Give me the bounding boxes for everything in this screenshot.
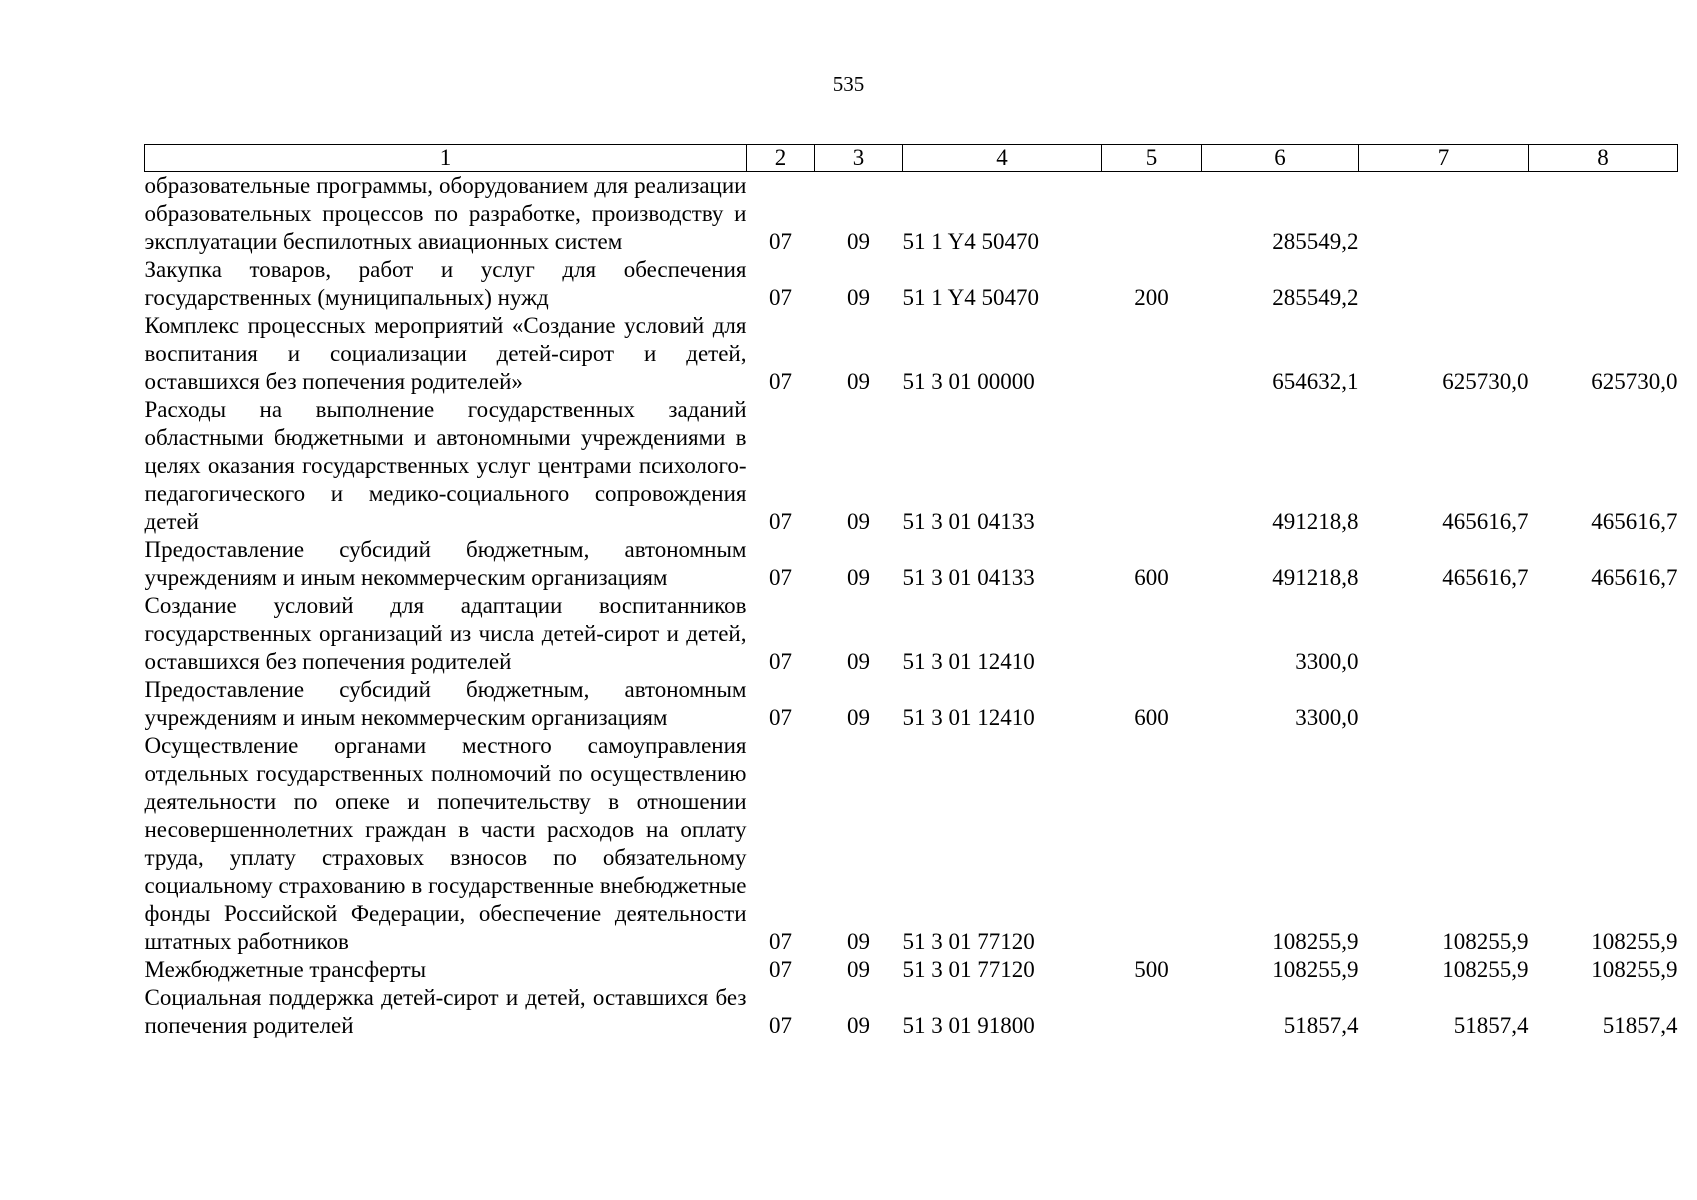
column-header-7: 7	[1359, 145, 1529, 172]
target-article-code: 51 1 Y4 50470	[902, 229, 1040, 254]
row-description: Межбюджетные трансферты	[144, 957, 427, 982]
row-description: Социальная поддержка детей-сирот и детей, оставшихся без попечения родителей	[144, 985, 747, 1038]
expense-type-code	[1102, 396, 1202, 536]
header-row	[145, 145, 1678, 172]
amount-col-6: 3300,0	[1295, 649, 1359, 674]
amount-col-7: 465616,7	[1442, 565, 1529, 590]
section-code: 07	[769, 957, 792, 982]
section-code: 07	[769, 565, 792, 590]
expense-type-code	[1102, 312, 1202, 396]
subsection-code: 09	[847, 285, 870, 310]
target-article-code: 51 3 01 12410	[902, 649, 1035, 674]
target-article-code: 51 3 01 04133	[902, 509, 1035, 534]
row-description: Предоставление субсидий бюджетным, автономным учреждениям и иным некоммерческим организациям	[144, 677, 747, 730]
row-description: Создание условий для адаптации воспитанников государственных организаций из числа детей-сирот и детей, оставшихся без попечения родителей	[144, 593, 747, 674]
row-description: Расходы на выполнение государственных заданий областными бюджетными и автономными учреждениями в целях оказания государственных услуг центрами психолого-педагогического и медико-социального сопровождения детей	[144, 397, 747, 534]
table-row	[145, 592, 1678, 676]
amount-col-7: 108255,9	[1442, 957, 1529, 982]
expense-type-code: 500	[1134, 957, 1169, 982]
section-code: 07	[769, 1013, 792, 1038]
table-row	[145, 536, 1678, 592]
budget-table	[144, 144, 1678, 1040]
row-description: Комплекс процессных мероприятий «Создание условий для воспитания и социализации детей-сирот и детей, оставшихся без попечения родителей»	[144, 313, 747, 394]
table-row	[145, 956, 1678, 984]
expense-type-code: 600	[1134, 565, 1169, 590]
amount-col-6: 491218,8	[1272, 509, 1359, 534]
amount-col-6: 108255,9	[1272, 929, 1359, 954]
section-code: 07	[769, 705, 792, 730]
section-code: 07	[769, 929, 792, 954]
amount-col-7: 625730,0	[1442, 369, 1529, 394]
table-row	[145, 172, 1678, 257]
amount-col-6: 491218,8	[1272, 565, 1359, 590]
target-article-code: 51 3 01 04133	[902, 565, 1035, 590]
section-code: 07	[769, 509, 792, 534]
expense-type-code: 200	[1134, 285, 1169, 310]
table-row	[145, 732, 1678, 956]
amount-col-6: 3300,0	[1295, 705, 1359, 730]
column-header-5: 5	[1102, 145, 1202, 172]
column-header-2: 2	[747, 145, 815, 172]
amount-col-8	[1529, 676, 1678, 732]
subsection-code: 09	[847, 705, 870, 730]
column-header-8: 8	[1529, 145, 1678, 172]
amount-col-7	[1359, 676, 1529, 732]
table-row	[145, 312, 1678, 396]
table-row	[145, 676, 1678, 732]
amount-col-8	[1529, 172, 1678, 257]
amount-col-7: 108255,9	[1442, 929, 1529, 954]
expense-type-code	[1102, 592, 1202, 676]
amount-col-7: 465616,7	[1442, 509, 1529, 534]
target-article-code: 51 1 Y4 50470	[902, 285, 1040, 310]
amount-col-6: 51857,4	[1283, 1013, 1359, 1038]
target-article-code: 51 3 01 00000	[902, 369, 1035, 394]
target-article-code: 51 3 01 91800	[902, 1013, 1035, 1038]
amount-col-8: 465616,7	[1591, 565, 1678, 590]
target-article-code: 51 3 01 77120	[902, 957, 1035, 982]
page-number: 535	[832, 72, 865, 96]
amount-col-8: 465616,7	[1591, 509, 1678, 534]
section-code: 07	[769, 369, 792, 394]
column-header-1: 1	[145, 145, 747, 172]
amount-col-8	[1529, 256, 1678, 312]
amount-col-6: 108255,9	[1272, 957, 1359, 982]
expense-type-code	[1102, 984, 1202, 1040]
row-description: Предоставление субсидий бюджетным, автономным учреждениям и иным некоммерческим организациям	[144, 537, 747, 590]
amount-col-6: 285549,2	[1272, 229, 1359, 254]
amount-col-8: 625730,0	[1591, 369, 1678, 394]
subsection-code: 09	[847, 929, 870, 954]
amount-col-6: 654632,1	[1272, 369, 1359, 394]
row-description: Осуществление органами местного самоуправления отдельных государственных полномочий по осуществлению деятельности по опеке и попечительству в отношении несовершеннолетних граждан в части расходов на оплату труда, уплату страховых взносов по обязательному социальному страхованию в государственные внебюджетные фонды Российской Федерации, обеспечение деятельности штатных работников	[144, 733, 747, 954]
table-header	[145, 145, 1678, 172]
expense-type-code: 600	[1134, 705, 1169, 730]
table-row	[145, 984, 1678, 1040]
column-header-4: 4	[903, 145, 1102, 172]
amount-col-6: 285549,2	[1272, 285, 1359, 310]
subsection-code: 09	[847, 957, 870, 982]
section-code: 07	[769, 229, 792, 254]
amount-col-7	[1359, 592, 1529, 676]
subsection-code: 09	[847, 649, 870, 674]
amount-col-7: 51857,4	[1453, 1013, 1529, 1038]
amount-col-8: 108255,9	[1591, 957, 1678, 982]
subsection-code: 09	[847, 229, 870, 254]
expense-type-code	[1102, 172, 1202, 257]
amount-col-7	[1359, 172, 1529, 257]
target-article-code: 51 3 01 12410	[902, 705, 1035, 730]
amount-col-8	[1529, 592, 1678, 676]
row-description: образовательные программы, оборудованием для реализации образовательных процессов по разработке, производству и эксплуатации беспилотных авиационных систем	[144, 173, 747, 254]
column-header-3: 3	[815, 145, 903, 172]
amount-col-8: 51857,4	[1602, 1013, 1678, 1038]
table-row	[145, 256, 1678, 312]
target-article-code: 51 3 01 77120	[902, 929, 1035, 954]
section-code: 07	[769, 285, 792, 310]
subsection-code: 09	[847, 1013, 870, 1038]
amount-col-7	[1359, 256, 1529, 312]
row-description: Закупка товаров, работ и услуг для обеспечения государственных (муниципальных) нужд	[144, 257, 747, 310]
expense-type-code	[1102, 732, 1202, 956]
subsection-code: 09	[847, 369, 870, 394]
table-body	[145, 172, 1678, 1041]
amount-col-8: 108255,9	[1591, 929, 1678, 954]
subsection-code: 09	[847, 509, 870, 534]
subsection-code: 09	[847, 565, 870, 590]
section-code: 07	[769, 649, 792, 674]
column-header-6: 6	[1202, 145, 1359, 172]
table-row	[145, 396, 1678, 536]
